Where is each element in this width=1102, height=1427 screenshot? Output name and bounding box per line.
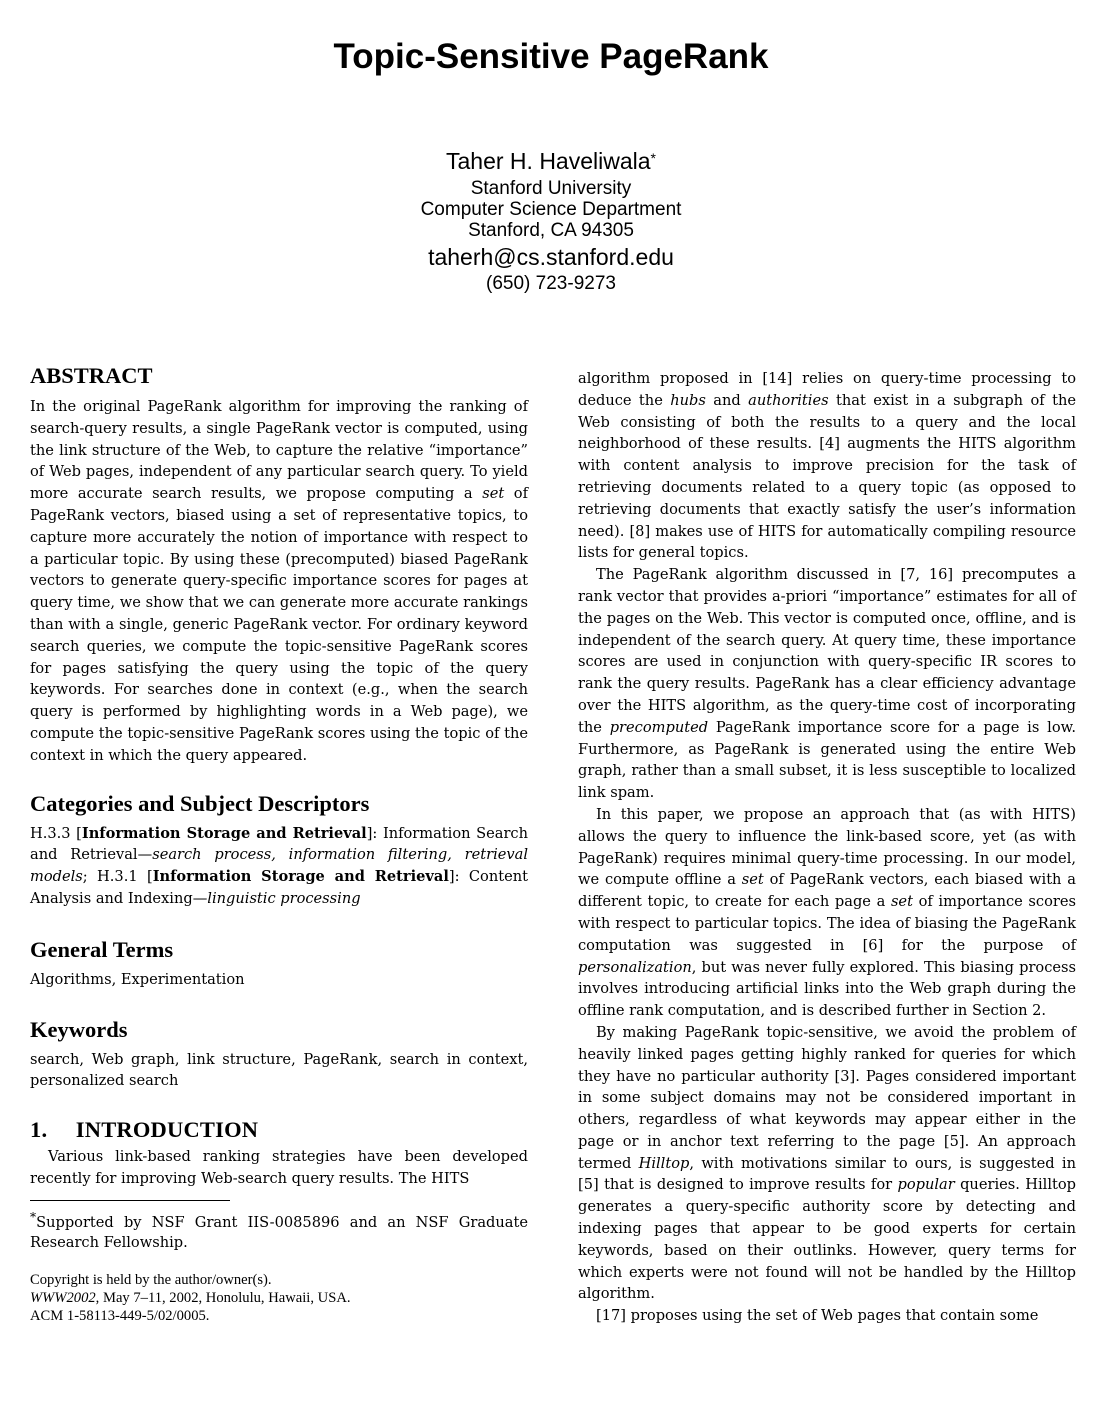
introduction-text: Various link-based ranking strategies have been developed recently for improving Web-search query results. The HITS bbox=[30, 1148, 528, 1187]
author-footnote-mark: * bbox=[650, 150, 656, 166]
paragraph: algorithm proposed in [14] relies on query-time processing to deduce the hubs and authorities that exist in a subgraph of the Web consisting of both the results to a query and the local neighborhood of these results. [4] augments the HITS algorithm with content analysis to improve precision for the task of retrieving documents related to a query topic (as opposed to retrieving documents that exactly satisfy the user’s information need). [8] makes use of HITS for automatically compiling resource lists for general topics. bbox=[578, 370, 1076, 562]
paragraph: The PageRank algorithm discussed in [7, 16] precomputes a rank vector that provides a-priori “importance” estimates for all of the pages on the Web. This vector is computed once, offline, and is independent of the search query. At query time, these importance scores are used in conjunction with query-specific IR scores to rank the query results. PageRank has a clear efficiency advantage over the HITS algorithm, as the query-time cost of incorporating the precomputed PageRank importance score for a page is low. Furthermore, as PageRank is generated using the entire Web graph, rather than a small subset, it is less susceptible to localized link spam. bbox=[578, 566, 1076, 802]
author-block bbox=[0, 148, 1102, 294]
keywords-heading: Keywords bbox=[30, 1016, 128, 1042]
paragraph: By making PageRank topic-sensitive, we avoid the problem of heavily linked pages getting highly ranked for queries for which they have no particular authority [3]. Pages considered important in some subject domains may not be considered important in others, regardless of what keywords may appear either in the page or in anchor text referring to the page [5]. An approach termed Hilltop, with motivations similar to ours, is suggested in [5] that is designed to improve results for popular queries. Hilltop generates a query-specific authority score by detecting and indexing pages that appear to be good experts for certain keywords, based on their outlinks. However, query terms for which experts were not found will not be handled by the Hilltop algorithm. bbox=[578, 1023, 1076, 1303]
keywords-text: search, Web graph, link structure, PageRank, search in context, personalized search bbox=[30, 1050, 528, 1090]
acm-line: ACM 1-58113-449-5/02/0005. bbox=[30, 1307, 210, 1324]
categories-heading: Categories and Subject Descriptors bbox=[30, 790, 370, 816]
general-terms-heading: General Terms bbox=[30, 936, 174, 962]
author-department: Computer Science Department bbox=[420, 199, 682, 220]
abstract-text: In the original PageRank algorithm for improving the ranking of search-query results, a single PageRank vector is computed, using the link structure of the Web, to capture the relative “importance” of Web pages, independent of any particular search query. To yield more accurate search results, we propose computing a set of PageRank vectors, biased using a set of representative topics, to capture more accurately the notion of importance with respect to a particular topic. By using these (precomputed) biased PageRank vectors to generate query-specific importance scores for pages at query time, we show that we can generate more accurate rankings than with a single, generic PageRank vector. For ordinary keyword search queries, we compute the topic-sensitive PageRank scores for pages satisfying the query using the topic of the query keywords. For searches done in context (e.g., when the search query is performed by highlighting words in a Web page), we compute the topic-sensitive PageRank scores using the topic of the context in which the query appeared. bbox=[30, 398, 528, 764]
author-university: Stanford University bbox=[470, 178, 632, 199]
paragraph: [17] proposes using the set of Web pages that contain some bbox=[596, 1307, 1039, 1325]
general-terms-text: Algorithms, Experimentation bbox=[30, 970, 245, 988]
copyright-line: Copyright is held by the author/owner(s). bbox=[30, 1271, 272, 1288]
abstract-heading: ABSTRACT bbox=[30, 363, 153, 388]
paper-title: Topic-Sensitive PageRank bbox=[333, 37, 769, 76]
left-column bbox=[30, 362, 528, 1325]
right-column bbox=[578, 362, 1076, 1327]
footnote-rule bbox=[30, 1200, 230, 1201]
copyright-block bbox=[30, 1271, 528, 1325]
categories-text: H.3.3 [Information Storage and Retrieval]: Information Search and Retrieval—search process, information filtering, retrieval models; H.3.1 [Information Storage and Retrieval]: Content Analysis and Indexing—linguistic processing bbox=[30, 824, 529, 907]
author-phone: (650) 723-9273 bbox=[486, 273, 616, 294]
footnote: *Supported by NSF Grant IIS-0085896 and an NSF Graduate Research Fellowship. bbox=[30, 1209, 528, 1251]
introduction-heading: 1. INTRODUCTION bbox=[30, 1117, 259, 1143]
author-address: Stanford, CA 94305 bbox=[468, 220, 634, 241]
author-email: taherh@cs.stanford.edu bbox=[428, 244, 674, 270]
venue-line: WWW2002, May 7–11, 2002, Honolulu, Hawaii, USA. bbox=[30, 1289, 351, 1306]
author-name: Taher H. Haveliwala* bbox=[446, 148, 656, 174]
paragraph: In this paper, we propose an approach that (as with HITS) allows the query to influence the link-based score, yet (as with PageRank) requires minimal query-time processing. In our model, we compute offline a set of PageRank vectors, each biased with a different topic, to create for each page a set of importance scores with respect to particular topics. The idea of biasing the PageRank computation was suggested in [6] for the purpose of personalization, but was never fully explored. This biasing process involves introducing artificial links into the Web graph during the offline rank computation, and is described further in Section 2. bbox=[578, 805, 1077, 1020]
